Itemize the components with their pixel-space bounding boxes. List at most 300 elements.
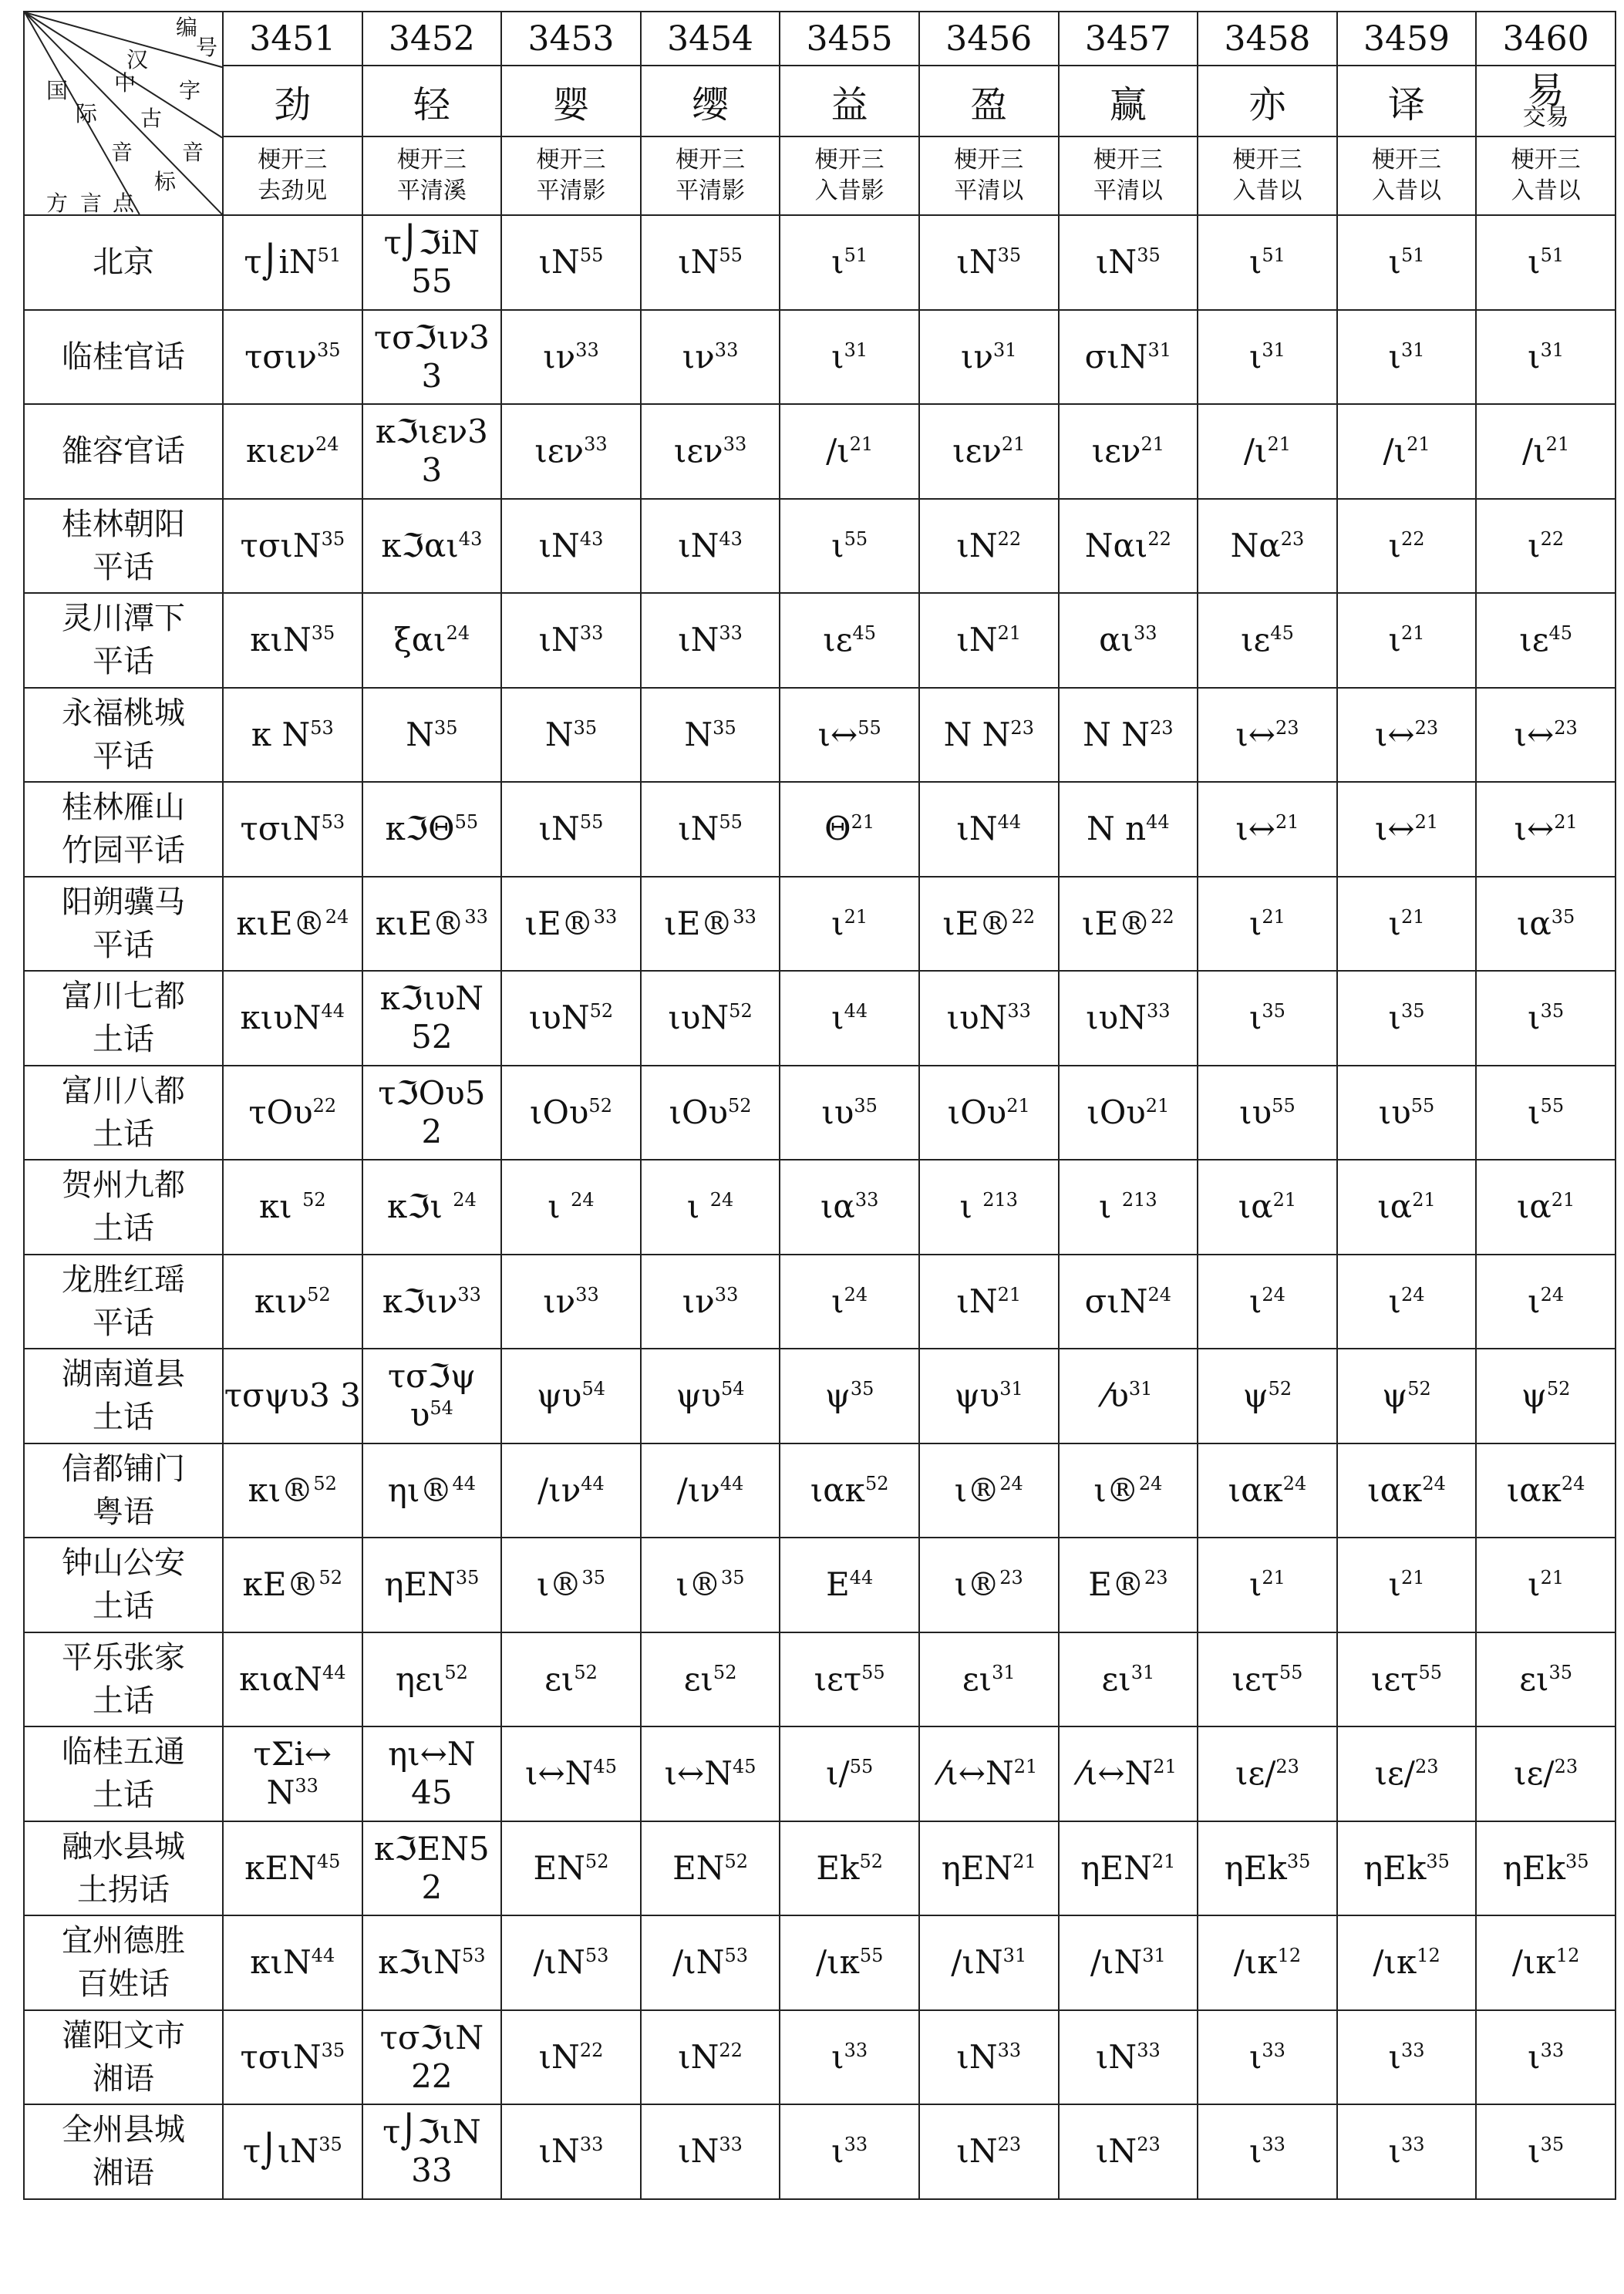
tone-number: 21 — [849, 433, 874, 456]
column-character: 劲 — [223, 66, 362, 136]
place-name-line: 信都铺门 — [62, 1450, 185, 1487]
ipa-transcription: τ⌡ℑιN 33 — [382, 2113, 481, 2190]
tone-number: 35 — [311, 622, 335, 645]
place-name-line: 富川八都 — [62, 1073, 185, 1109]
tone-number: 22 — [1401, 527, 1425, 550]
tone-number: 21 — [997, 1283, 1022, 1305]
category-line: 入昔以 — [1511, 177, 1581, 204]
place-name-line: 阳朔骥马 — [62, 884, 185, 920]
tone-number: 12 — [1277, 1945, 1302, 1967]
tone-number: 55 — [861, 1661, 885, 1683]
ipa-transcription: ι — [1388, 337, 1401, 376]
pronunciation-cell — [641, 215, 780, 310]
pronunciation-cell — [1059, 2104, 1198, 2199]
place-name-line: 湖南道县 — [62, 1356, 185, 1393]
table-row — [24, 1821, 1616, 1916]
ipa-transcription: ιν — [682, 1282, 715, 1320]
ipa-transcription: ιυ — [1239, 1093, 1272, 1131]
column-character: 婴 — [501, 66, 641, 136]
ipa-transcription: N — [406, 715, 434, 753]
corner-label: 字 — [179, 78, 201, 103]
character-glyph: 易 — [1527, 69, 1565, 113]
pronunciation-cell — [1337, 215, 1477, 310]
pronunciation-cell — [501, 1160, 641, 1255]
ipa-transcription: ηEk — [1363, 1848, 1427, 1887]
ipa-transcription: ψ — [1242, 1376, 1269, 1415]
column-category — [1198, 136, 1337, 215]
ipa-transcription: /ικ — [1233, 1943, 1278, 1982]
ipa-transcription: ιE® — [524, 904, 594, 942]
pronunciation-cell — [641, 1632, 780, 1727]
ipa-transcription: ι — [1248, 337, 1262, 376]
tone-number: 35 — [1401, 1000, 1425, 1022]
category-line: 梗开三 — [1372, 147, 1442, 173]
column-character: 轻 — [362, 66, 502, 136]
pronunciation-cell — [1476, 688, 1616, 783]
pronunciation-cell — [1337, 877, 1477, 972]
tone-number: 33 — [579, 622, 604, 645]
ipa-transcription: ι — [1248, 1565, 1262, 1604]
pronunciation-cell — [362, 1538, 502, 1632]
ipa-transcription: κℑEN5 2 — [374, 1829, 490, 1906]
pronunciation-cell — [1198, 1915, 1337, 2010]
ipa-transcription: ιετ — [1371, 1659, 1419, 1698]
tone-number: 31 — [992, 339, 1017, 361]
column-number: 3454 — [641, 12, 780, 66]
pronunciation-cell — [1476, 782, 1616, 877]
ipa-transcription: ι — [1388, 2132, 1401, 2171]
tone-number: 35 — [321, 527, 345, 550]
pronunciation-cell — [1337, 1726, 1477, 1821]
pronunciation-cell — [641, 688, 780, 783]
tone-number: 51 — [844, 244, 868, 267]
ipa-transcription: ιN — [956, 526, 998, 564]
pronunciation-cell — [919, 1632, 1059, 1727]
column-character: 译 — [1337, 66, 1477, 136]
pronunciation-cell — [641, 310, 780, 405]
category-line: 梗开三 — [1093, 147, 1163, 173]
place-name-line: 平话 — [93, 927, 154, 963]
ipa-transcription: ι — [1388, 2037, 1401, 2076]
pronunciation-cell — [1337, 1632, 1477, 1727]
tone-number: 31 — [1002, 1945, 1027, 1967]
tone-number: 44 — [719, 1472, 744, 1494]
ipa-transcription: ιN — [678, 810, 719, 848]
ipa-transcription: ιε/ — [1514, 1754, 1555, 1793]
pronunciation-cell — [223, 310, 362, 405]
pronunciation-cell — [1198, 310, 1337, 405]
pronunciation-cell — [1059, 782, 1198, 877]
ipa-transcription: σιN — [1084, 1282, 1148, 1320]
pronunciation-cell — [641, 1821, 780, 1916]
tone-number: 24 — [844, 1283, 868, 1305]
pronunciation-cell — [223, 1255, 362, 1349]
ipa-transcription: ψυ — [954, 1376, 1000, 1415]
corner-label: 点 — [113, 190, 135, 216]
place-name-line: 灵川潭下 — [62, 601, 185, 637]
table-row — [24, 404, 1616, 499]
ipa-transcription: ιυ — [821, 1093, 854, 1131]
pronunciation-cell — [1198, 877, 1337, 972]
tone-number: 35 — [721, 1567, 745, 1589]
ipa-transcription: ι↔ — [1235, 715, 1276, 753]
tone-number: 51 — [1540, 244, 1565, 267]
tone-number: 35 — [1548, 1661, 1573, 1683]
pronunciation-cell — [223, 1538, 362, 1632]
ipa-transcription: τ⌡iN — [244, 243, 318, 281]
ipa-transcription: ιακ — [1506, 1470, 1562, 1509]
ipa-transcription: ει — [1101, 1659, 1131, 1698]
tone-number: 31 — [1147, 339, 1172, 361]
tone-number: 51 — [1401, 244, 1425, 267]
tone-number: 52 — [588, 1094, 612, 1117]
pronunciation-cell — [1059, 1255, 1198, 1349]
ipa-transcription: /ι — [1522, 432, 1546, 470]
pronunciation-cell — [501, 1632, 641, 1727]
tone-number: 35 — [318, 2134, 342, 2156]
category-line: 平清影 — [536, 177, 606, 204]
ipa-transcription: ι — [831, 999, 844, 1037]
tone-number: 12 — [1417, 1945, 1440, 1967]
tone-number: 35 — [573, 716, 598, 739]
dialect-place-name — [24, 1349, 223, 1443]
ipa-transcription: ι — [1248, 1282, 1262, 1320]
tone-number: 22 — [1147, 527, 1171, 550]
ipa-transcription: ι — [1099, 1187, 1122, 1226]
tone-number: 21 — [1275, 811, 1299, 834]
ipa-transcription: N — [544, 715, 574, 753]
ipa-transcription: ιεν — [1091, 432, 1141, 470]
pronunciation-cell — [223, 1821, 362, 1916]
pronunciation-cell — [919, 1538, 1059, 1632]
character-note: 交易 — [1522, 104, 1569, 131]
pronunciation-cell — [501, 1255, 641, 1349]
ipa-transcription: ι↔ — [817, 715, 858, 753]
table-row — [24, 1915, 1616, 2010]
tone-number: 33 — [723, 433, 747, 456]
ipa-transcription: ι — [959, 1187, 983, 1226]
tone-number: 52 — [1407, 1378, 1431, 1400]
dialect-place-name — [24, 782, 223, 877]
pronunciation-cell — [780, 971, 919, 1066]
pronunciation-cell — [919, 1066, 1059, 1160]
pronunciation-cell — [1198, 593, 1337, 688]
tone-number: 22 — [1540, 527, 1565, 550]
place-name-line: 雒容官话 — [62, 433, 185, 470]
ipa-transcription: /ιN — [533, 1943, 585, 1982]
dialect-place-name — [24, 971, 223, 1066]
table-row — [24, 877, 1616, 972]
tone-number: 52 — [729, 1000, 753, 1022]
tone-number: 52 — [574, 1661, 598, 1683]
pronunciation-cell — [780, 1632, 919, 1727]
pronunciation-cell — [1476, 877, 1616, 972]
ipa-transcription: ι — [1388, 904, 1401, 942]
ipa-transcription: ιετ — [1231, 1659, 1279, 1698]
pronunciation-cell — [1337, 593, 1477, 688]
ipa-transcription: ιN — [538, 526, 580, 564]
pronunciation-cell — [1059, 1915, 1198, 2010]
pronunciation-cell — [501, 1726, 641, 1821]
pronunciation-cell — [1198, 1443, 1337, 1538]
column-character: 赢 — [1059, 66, 1198, 136]
tone-number: 23 — [1280, 527, 1305, 550]
table-row — [24, 1066, 1616, 1160]
tone-number: 53 — [321, 811, 345, 834]
ipa-transcription: κι — [258, 1187, 303, 1226]
pronunciation-cell — [501, 971, 641, 1066]
tone-number: 33 — [719, 2134, 743, 2156]
tone-number: 12 — [1555, 1945, 1580, 1967]
pronunciation-cell — [641, 1915, 780, 2010]
ipa-transcription: ψυ — [536, 1376, 582, 1415]
ipa-transcription: E® — [1088, 1565, 1144, 1604]
tone-number: 35 — [316, 339, 341, 361]
dialect-place-name — [24, 2104, 223, 2199]
pronunciation-cell — [1337, 310, 1477, 405]
pronunciation-cell — [780, 310, 919, 405]
pronunciation-cell — [362, 1349, 502, 1443]
tone-number: 33 — [844, 2039, 868, 2061]
tone-number: 55 — [579, 811, 604, 834]
pronunciation-cell — [362, 1066, 502, 1160]
place-name-line: 龙胜红瑶 — [62, 1262, 185, 1298]
table-row — [24, 310, 1616, 405]
table-row — [24, 499, 1616, 594]
tone-number: 213 — [1121, 1189, 1157, 1211]
category-line: 入昔影 — [814, 177, 884, 204]
place-name-line: 湘语 — [93, 2060, 154, 2097]
ipa-transcription: ι — [831, 2132, 844, 2171]
tone-number: 35 — [1540, 2134, 1565, 2156]
ipa-transcription: ιν — [960, 337, 993, 376]
tone-number: 23 — [1275, 1756, 1299, 1778]
tone-number: 21 — [1401, 1567, 1425, 1589]
tone-number: 24 — [446, 622, 470, 645]
table-row — [24, 215, 1616, 310]
corner-label: 标 — [154, 169, 177, 194]
ipa-transcription: ια — [1238, 1187, 1273, 1226]
tone-number: 35 — [1426, 1850, 1450, 1872]
pronunciation-cell — [1198, 1349, 1337, 1443]
pronunciation-cell — [223, 877, 362, 972]
tone-number: 44 — [452, 1472, 476, 1494]
ipa-transcription: ιN — [538, 621, 580, 659]
tone-number: 31 — [1130, 1661, 1155, 1683]
ipa-transcription: /ι — [1243, 432, 1268, 470]
tone-number: 24 — [1561, 1472, 1585, 1494]
tone-number: 21 — [1407, 433, 1430, 456]
tone-number: 23 — [1554, 716, 1578, 739]
ipa-transcription: ι — [1528, 526, 1541, 564]
tone-number: 33 — [575, 339, 599, 361]
place-name-line: 平话 — [93, 738, 154, 774]
pronunciation-cell — [1476, 1821, 1616, 1916]
ipa-transcription: /ιN — [1090, 1943, 1143, 1982]
tone-number: 35 — [321, 2039, 345, 2061]
pronunciation-cell — [1059, 1821, 1198, 1916]
category-line: 去劲见 — [258, 177, 328, 204]
pronunciation-cell — [501, 1915, 641, 2010]
tone-number: 33 — [1262, 2134, 1285, 2156]
tone-number: 24 — [453, 1189, 477, 1211]
ipa-transcription: ιN — [1095, 243, 1137, 281]
dialect-place-name — [24, 1726, 223, 1821]
tone-number: 52 — [313, 1472, 337, 1494]
place-name-line: 竹园平话 — [62, 833, 185, 869]
column-category — [1337, 136, 1477, 215]
ipa-transcription: ιE® — [1082, 904, 1151, 942]
pronunciation-cell — [919, 1915, 1059, 2010]
ipa-transcription: ιOυ — [529, 1093, 589, 1131]
ipa-transcription: αι — [1099, 621, 1134, 659]
ipa-transcription: ι — [1388, 999, 1401, 1037]
pronunciation-cell — [919, 1821, 1059, 1916]
ipa-transcription: ιακ — [810, 1470, 865, 1509]
tone-number: 23 — [1414, 1756, 1439, 1778]
ipa-transcription: ι — [686, 1187, 710, 1226]
pronunciation-cell — [780, 1915, 919, 2010]
place-name-line: 土话 — [93, 1400, 154, 1436]
pronunciation-cell — [780, 1066, 919, 1160]
tone-number: 35 — [581, 1567, 605, 1589]
pronunciation-cell — [919, 688, 1059, 783]
pronunciation-cell — [1337, 1066, 1477, 1160]
tone-number: 22 — [997, 527, 1022, 550]
pronunciation-cell — [501, 688, 641, 783]
ipa-transcription: /ι — [1383, 432, 1407, 470]
pronunciation-cell — [780, 1255, 919, 1349]
ipa-transcription: ι® — [676, 1565, 722, 1604]
place-name-line: 桂林朝阳 — [62, 506, 185, 542]
tone-number: 22 — [1151, 905, 1174, 928]
pronunciation-cell — [780, 499, 919, 594]
pronunciation-cell — [1198, 1538, 1337, 1632]
category-line: 入昔以 — [1372, 177, 1442, 204]
ipa-transcription: ι — [1388, 526, 1401, 564]
tone-number: 33 — [575, 1283, 599, 1305]
ipa-transcription: ιν — [543, 337, 576, 376]
pronunciation-cell — [641, 877, 780, 972]
tone-number: 55 — [579, 244, 604, 267]
column-category — [1059, 136, 1198, 215]
ipa-transcription: N n — [1087, 810, 1147, 848]
tone-number: 33 — [1262, 2039, 1285, 2061]
ipa-transcription: Nα — [1230, 526, 1281, 564]
tone-number: 33 — [719, 622, 743, 645]
pronunciation-cell — [501, 215, 641, 310]
ipa-transcription: ηει — [395, 1659, 445, 1698]
place-name-line: 土话 — [93, 1116, 154, 1152]
ipa-transcription: ψ — [1521, 1376, 1547, 1415]
tone-number: 33 — [1401, 2039, 1425, 2061]
ipa-transcription: ιOυ — [947, 1093, 1007, 1131]
pronunciation-cell — [1476, 1349, 1616, 1443]
ipa-transcription: ξαι — [393, 621, 446, 659]
tone-number: 35 — [713, 716, 736, 739]
pronunciation-cell — [1337, 1443, 1477, 1538]
ipa-transcription: Θ — [824, 810, 851, 848]
tone-number: 52 — [859, 1850, 883, 1872]
ipa-transcription: /ιν — [676, 1470, 720, 1509]
pronunciation-cell — [1198, 1066, 1337, 1160]
place-name-line: 平话 — [93, 549, 154, 585]
pronunciation-cell — [1059, 971, 1198, 1066]
pronunciation-cell — [1337, 1255, 1477, 1349]
pronunciation-cell — [501, 1443, 641, 1538]
ipa-transcription: /ικ — [1511, 1943, 1556, 1982]
column-number: 3457 — [1059, 12, 1198, 66]
place-name-line: 土话 — [93, 1588, 154, 1625]
pronunciation-cell — [1337, 1538, 1477, 1632]
pronunciation-cell — [641, 1066, 780, 1160]
pronunciation-cell — [501, 499, 641, 594]
table-row — [24, 1443, 1616, 1538]
pronunciation-cell — [780, 1443, 919, 1538]
table-row — [24, 2010, 1616, 2105]
ipa-transcription: ιN — [956, 2037, 998, 2076]
header-corner-cell — [24, 12, 223, 215]
pronunciation-cell — [223, 1726, 362, 1821]
ipa-transcription: ι — [831, 243, 844, 281]
ipa-transcription: κℑαι — [381, 526, 459, 564]
pronunciation-cell — [223, 782, 362, 877]
pronunciation-cell — [223, 1160, 362, 1255]
pronunciation-cell — [501, 1821, 641, 1916]
pronunciation-cell — [1476, 1066, 1616, 1160]
ipa-transcription: τσℑψ υ — [387, 1357, 476, 1434]
tone-number: 23 — [1554, 1756, 1579, 1778]
tone-number: 33 — [579, 2134, 604, 2156]
pronunciation-cell — [1059, 1066, 1198, 1160]
ipa-transcription: ιN — [956, 243, 998, 281]
tone-number: 24 — [315, 433, 339, 456]
ipa-transcription: τσℑιν3 3 — [373, 318, 490, 395]
tone-number: 21 — [1262, 1567, 1285, 1589]
pronunciation-cell — [362, 1915, 502, 2010]
tone-number: 55 — [719, 244, 743, 267]
pronunciation-cell — [1059, 688, 1198, 783]
ipa-transcription: ι↔ — [1235, 810, 1276, 848]
pronunciation-cell — [919, 404, 1059, 499]
pronunciation-cell — [501, 2104, 641, 2199]
pronunciation-cell — [919, 310, 1059, 405]
ipa-transcription: ι® — [954, 1470, 1000, 1509]
place-name-line: 粤语 — [93, 1494, 154, 1530]
ipa-transcription: κℑΘ — [385, 810, 455, 848]
column-number: 3451 — [223, 12, 362, 66]
ipa-transcription: ιε/ — [1374, 1754, 1415, 1793]
tone-number: 35 — [1565, 1850, 1589, 1872]
tone-number: 45 — [852, 622, 877, 645]
place-name-line: 平乐张家 — [62, 1639, 185, 1676]
tone-number: 23 — [997, 2134, 1022, 2156]
tone-number: 51 — [317, 244, 342, 267]
ipa-transcription: κℑιN — [378, 1943, 462, 1982]
column-character: 益 — [780, 66, 919, 136]
pronunciation-cell — [1337, 2010, 1477, 2105]
ipa-transcription: EN — [533, 1848, 585, 1887]
tone-number: 45 — [1548, 622, 1573, 645]
tone-number: 21 — [1153, 1756, 1177, 1778]
ipa-transcription: ⁄ι↔N — [940, 1754, 1014, 1793]
tone-number: 31 — [992, 1661, 1016, 1683]
table-row — [24, 1160, 1616, 1255]
ipa-transcription: ι — [1528, 999, 1541, 1037]
ipa-transcription: ηEN — [384, 1565, 456, 1604]
tone-number: 21 — [1006, 1094, 1030, 1117]
tone-number: 21 — [1551, 1189, 1575, 1211]
